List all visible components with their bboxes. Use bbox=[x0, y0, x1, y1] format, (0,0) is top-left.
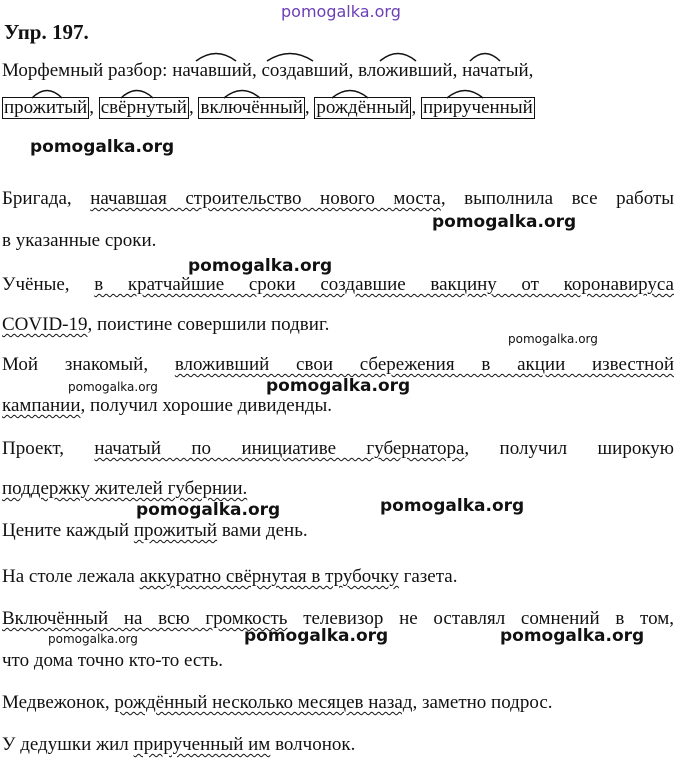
root-arc-icon bbox=[30, 87, 64, 99]
sentence-8: Медвежонок, рождённый несколько месяцев назад, заметно подрос. bbox=[2, 692, 553, 713]
sentence-4-line-2: поддержку жителей губернии. bbox=[2, 478, 248, 499]
sentence-3-line-1: Мой знакомый, вложивший свои сбережения в акции известной bbox=[2, 354, 674, 375]
watermark-6: pomogalka.org bbox=[266, 376, 411, 396]
root-arc-icon bbox=[194, 50, 238, 62]
watermark-4: pomogalka.org bbox=[508, 332, 598, 346]
morph-word-3: вложивший bbox=[358, 60, 452, 82]
morph-word-6: свёрнутый bbox=[99, 97, 189, 119]
watermark-8: pomogalka.org bbox=[136, 500, 281, 520]
watermark-11: pomogalka.org bbox=[500, 626, 645, 646]
sentence-2-line-1: Учёные, в кратчайшие сроки создавшие вакцину от коронавируса bbox=[2, 274, 674, 295]
exercise-title: Упр. 197. bbox=[4, 20, 89, 44]
morph-word-5: прожитый bbox=[2, 97, 89, 119]
sentence-9: У дедушки жил прирученный им волчонок. bbox=[2, 734, 356, 755]
sentence-5: Цените каждый прожитый вами день. bbox=[2, 520, 308, 541]
morph-label: Морфемный разбор: bbox=[2, 60, 168, 81]
morph-line-1: Морфемный разбор: начавший, создавший, вложивший, начатый, bbox=[2, 60, 533, 82]
root-arc-icon bbox=[445, 87, 485, 99]
root-arc-icon bbox=[119, 87, 155, 99]
watermark-1: pomogalka.org bbox=[30, 137, 175, 157]
watermark-2: pomogalka.org bbox=[432, 212, 577, 232]
watermark-3: pomogalka.org bbox=[188, 256, 333, 276]
root-arc-icon bbox=[378, 50, 418, 62]
sentence-7-line-2: что дома точно кто-то есть. bbox=[2, 650, 223, 671]
root-arc-icon bbox=[330, 87, 370, 99]
sentence-7-line-1: Включённый на всю громкость телевизор не оставлял сомнений в том, bbox=[2, 608, 674, 629]
morph-word-9: прирученный bbox=[421, 97, 535, 119]
sentence-2-line-2: COVID-19, поистине совершили подвиг. bbox=[2, 314, 330, 335]
root-arc-icon bbox=[222, 87, 262, 99]
root-arc-icon bbox=[265, 50, 315, 62]
sentence-1-line-1: Бригада, начавшая строительство нового моста, выполнила все работы bbox=[2, 188, 675, 209]
root-arc-icon bbox=[468, 50, 502, 62]
watermark-9: pomogalka.org bbox=[48, 632, 138, 646]
watermark-7: pomogalka.org bbox=[380, 496, 525, 516]
sentence-4-line-1: Проект, начатый по инициативе губернатора, получил широкую bbox=[2, 438, 675, 459]
morph-word-1: начавший bbox=[172, 60, 252, 82]
morph-word-2: создавший bbox=[261, 60, 348, 82]
watermark-10: pomogalka.org bbox=[244, 626, 389, 646]
sentence-6: На столе лежала аккуратно свёрнутая в трубочку газета. bbox=[2, 566, 458, 587]
morph-line-2: прожитый , свёрнутый , включённый , рождённый , прирученный bbox=[2, 97, 535, 119]
sentence-1-line-2: в указанные сроки. bbox=[2, 230, 157, 251]
morph-word-8: рождённый bbox=[314, 97, 411, 119]
watermark-5: pomogalka.org bbox=[68, 380, 158, 394]
sentence-3-line-2: кампании, получил хорошие дивиденды. bbox=[2, 395, 333, 416]
watermark-top: pomogalka.org bbox=[281, 2, 401, 21]
morph-word-4: начатый, bbox=[462, 60, 533, 82]
morph-word-7: включённый bbox=[198, 97, 304, 119]
